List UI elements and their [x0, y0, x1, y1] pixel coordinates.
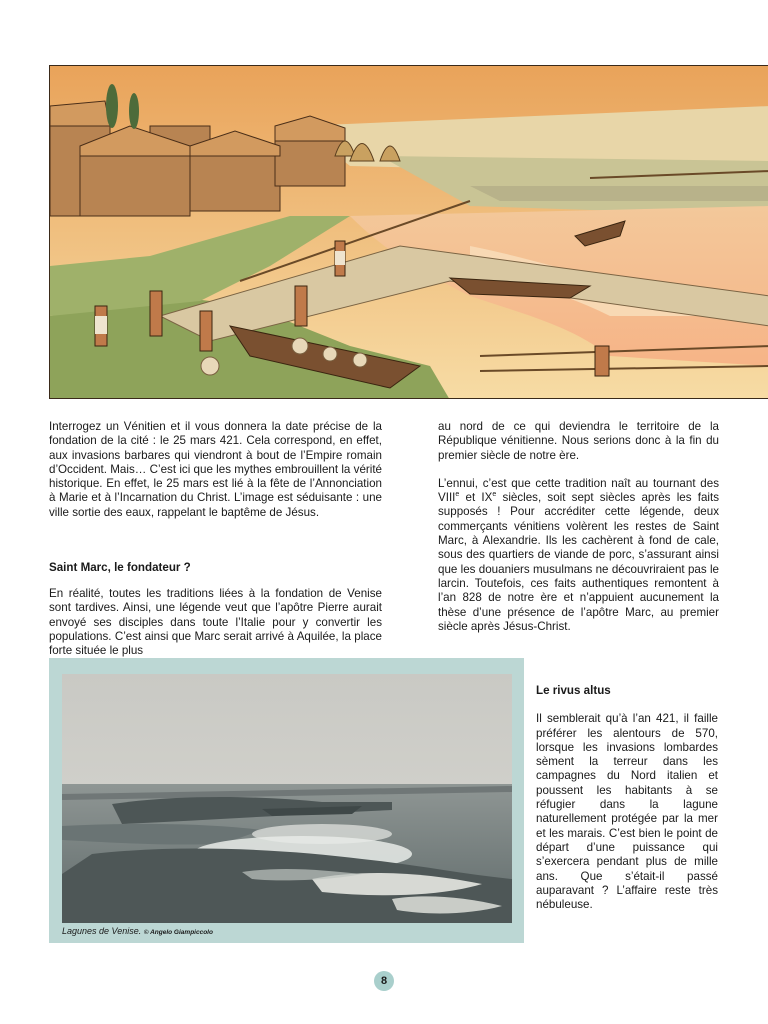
left-column — [49, 420, 382, 534]
superscript-e-2: e — [492, 491, 497, 499]
sidebar-rivus-altus — [536, 684, 718, 912]
right-column — [438, 420, 719, 648]
caption-text: Lagunes de Venise. — [62, 926, 142, 936]
saint-marc-paragraph: En réalité, toutes les traditions liées à la fondation de Venise sont tardives. Ainsi, une légende veut que l’apôtre Pierre aurait envoyé ses disciples dans toute l’Italie pour y convertir les populations. C’est ainsi que Marc serait arrivé à Aquilée, la place forte située le plus — [49, 587, 382, 658]
tradition-paragraph — [438, 477, 719, 634]
sidebar-title: Le rivus altus — [536, 684, 611, 697]
photo-frame — [49, 658, 524, 943]
lagoon-aerial-photo-icon — [62, 674, 512, 923]
sidebar-body: Il semblerait qu’à l’an 421, il faille préférer les alentours de 570, lorsque les invasions lombardes sèment la terreur dans les campagnes du Nord italien et poussent les habitants à se réfugier dans la lagune naturellement protégée par la mer et les marais. C’est bien le point de départ d’une puissance qui s’exercera pendant plus de mille ans. Que s’était-il passé auparavant ? L’affaire reste très nébuleuse. — [536, 712, 718, 912]
tradition-text-c: siècles, soit sept siècles après les faits supposés ! Pour accréditer cette légende, deux commerçants vénitiens volèrent les restes de Saint Marc, à Alexandrie. Ils les cachèrent à fond de cale, sous des quartiers de viande de porc, s’assurant ainsi que les douaniers musulmans ne découvriraient pas le larcin. Toutefois, ces faits authentiques remontent à l’an 828 de notre ère et n’appuient aucunement la thèse d’une présence de l’apôtre Marc, au premier siècle après Jésus-Christ. — [438, 491, 719, 633]
intro-paragraph: Interrogez un Vénitien et il vous donnera la date précise de la fondation de la cité : le 25 mars 421. Cela correspond, en effet, aux invasions barbares qui viendront à bout de l’Empire romain d’Occident. Mais… C’est ici que les mythes embrouillent la vérité historique. En effet, le 25 mars est lié à la fête de l’Annonciation à Marie et à l’Incarnation du Christ. L’image est séduisante : une ville sortie des eaux, rappelant le baptême de Jésus. — [49, 420, 382, 519]
photo-caption — [62, 926, 213, 936]
continued-paragraph: au nord de ce qui deviendra le territoire de la République vénitienne. Nous serions donc à la fin du premier siècle de notre ère. — [438, 420, 719, 462]
section-heading-saint-marc: Saint Marc, le fondateur ? — [49, 561, 191, 574]
superscript-e-1: e — [455, 491, 460, 499]
lagoon-photo — [62, 674, 512, 923]
venice-lagoon-village-illustration-icon — [50, 66, 768, 399]
tradition-text-b: et IX — [459, 491, 493, 505]
lagoon-village-illustration — [49, 65, 768, 399]
page-number-badge: 8 — [374, 971, 394, 991]
tradition-text-a: L’ennui, c’est que cette tradition naît au tournant des VIII — [438, 476, 719, 505]
photo-credit: © Angelo Giampiccolo — [143, 929, 213, 936]
